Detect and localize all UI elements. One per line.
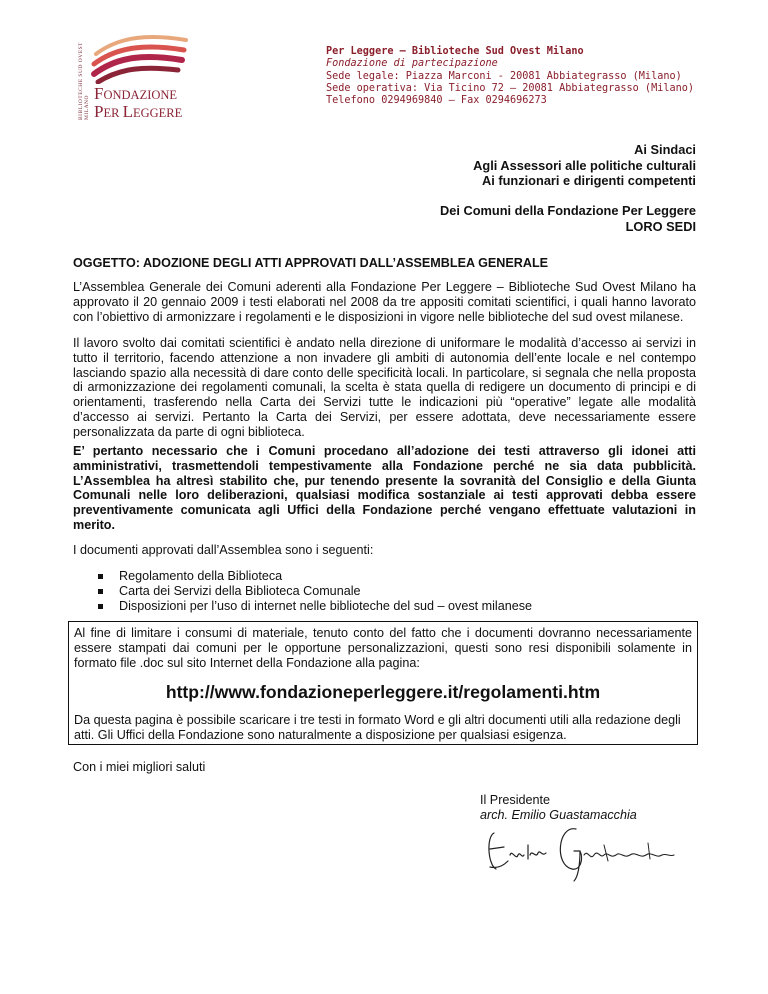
logo-swoosh-graphic <box>90 32 188 84</box>
logo-rest-er: ER <box>103 106 123 120</box>
recipient-line-5: LORO SEDI <box>625 218 696 234</box>
recipients-block-1 <box>473 142 696 189</box>
paragraph-3: E’ pertanto necessario che i Comuni procedano all’adozione dei testi attraverso gli idonei atti amministrativi, trasmettendoli tempestivamente alla Fondazione perché ne sia data pubblicità. L’Assemblea ha altresì stabilito che, pur tenendo presente la sovranità del Consiglio e della Giunta Comunali nelle loro deliberazioni, qualsiasi modifica sostanziale ai testi approvati debba essere preventivamente comunicata agli Uffici della Fondazione perché vengano effettuate valutazioni in merito. <box>73 444 696 532</box>
recipients-block-2 <box>440 203 696 234</box>
letterhead-operative-seat: Sede operativa: Via Ticino 72 – 20081 Abbiategrasso (Milano) <box>326 82 695 94</box>
foundation-logo <box>78 28 188 120</box>
box-text-intro: Al fine di limitare i consumi di materiale, tenuto conto del fatto che i documenti dovranno necessariamente essere stampati dai comuni per le opportune personalizzazioni, questi sono resi disponibili solamente in formato file .doc sul sito Internet della Fondazione alla pagina: <box>74 626 692 670</box>
recipient-line-3: Ai funzionari e dirigenti competenti <box>481 173 696 188</box>
recipient-line-2: Agli Assessori alle politiche culturali <box>473 157 696 173</box>
letterhead-title: Per Leggere – Biblioteche Sud Ovest Milano <box>326 46 584 57</box>
logo-cap-l: L <box>122 102 133 121</box>
letterhead-legal-seat: Sede legale: Piazza Marconi - 20081 Abbiategrasso (Milano) <box>326 70 682 82</box>
letter-subject: OGGETTO: ADOZIONE DEGLI ATTI APPROVATI DALL’ASSEMBLEA GENERALE <box>73 256 549 270</box>
recipient-line-4: Dei Comuni della Fondazione Per Leggere <box>440 203 696 218</box>
paragraph-1: L’Assemblea Generale dei Comuni aderenti alla Fondazione Per Leggere – Biblioteche Sud Ovest Milano ha approvato il 20 gennaio 2009 i testi elaborati nel 2008 da tre appositi comitati scientifici, i quali hanno lavorato con l’obiettivo di armonizzare i regolamenti e le disposizioni in vigore nelle biblioteche del sud ovest milanese. <box>73 280 696 324</box>
paragraph-2: Il lavoro svolto dai comitati scientifici è andato nella direzione di uniformare le modalità d’accesso ai servizi in tutto il territorio, facendo attenzione a non invadere gli ambiti di autonomia dell’ente locale e nel contempo lasciando spazio alla necessità di dare conto delle specificità locali. In particolare, si segnala che nella proposta di armonizzazione dei regolamenti comunali, la scelta è stata quella di redigere un documento di principi e di orientamenti, trasferendo nella Carta dei Servizi tutte le indicazioni più “operative” legate alle modalità d’accesso ai servizi. Pertanto la Carta dei Servizi, per essere adottata, deve necessariamente essere personalizzata da parte di ogni biblioteca. <box>73 336 696 439</box>
letterhead-phone: Telefono 0294969840 – Fax 0294696273 <box>326 95 547 107</box>
list-item: Disposizioni per l’uso di internet nelle biblioteche del sud – ovest milanese <box>73 599 532 614</box>
signatory-name: arch. Emilio Guastamacchia <box>480 807 637 822</box>
logo-cap-p: P <box>94 102 104 121</box>
handwritten-signature <box>480 815 680 883</box>
paragraph-4: I documenti approvati dall’Assemblea sono i seguenti: <box>73 543 374 557</box>
list-item: Regolamento della Biblioteca <box>73 569 532 584</box>
logo-rest-eggere: EGGERE <box>132 106 183 120</box>
regolamenti-link[interactable]: http://www.fondazioneperleggere.it/regolamenti.htm <box>165 682 601 702</box>
box-text-details: Da questa pagina è possibile scaricare i tre testi in formato Word e gli altri documenti utili alla redazione degli atti. Gli Uffici della Fondazione sono naturalmente a disposizione per qualsiasi esigenza. <box>74 713 681 742</box>
closing-greeting: Con i miei migliori saluti <box>73 760 206 774</box>
letterhead <box>326 46 694 107</box>
recipient-line-1: Ai Sindaci <box>634 142 696 157</box>
download-info-box <box>68 621 698 745</box>
logo-vertical-text: BIBLIOTECHE SUD OVEST MILANO <box>78 42 90 120</box>
letterhead-subtitle: Fondazione di partecipazione <box>326 58 498 70</box>
documents-list <box>73 569 532 613</box>
logo-word-per-leggere <box>94 103 182 121</box>
logo-word-fondazione <box>94 85 177 103</box>
logo-cap-f: F <box>94 84 104 103</box>
signatory-role: Il Presidente <box>480 793 551 807</box>
list-item: Carta dei Servizi della Biblioteca Comunale <box>73 584 532 599</box>
logo-rest-fondazione: ONDAZIONE <box>103 88 178 102</box>
